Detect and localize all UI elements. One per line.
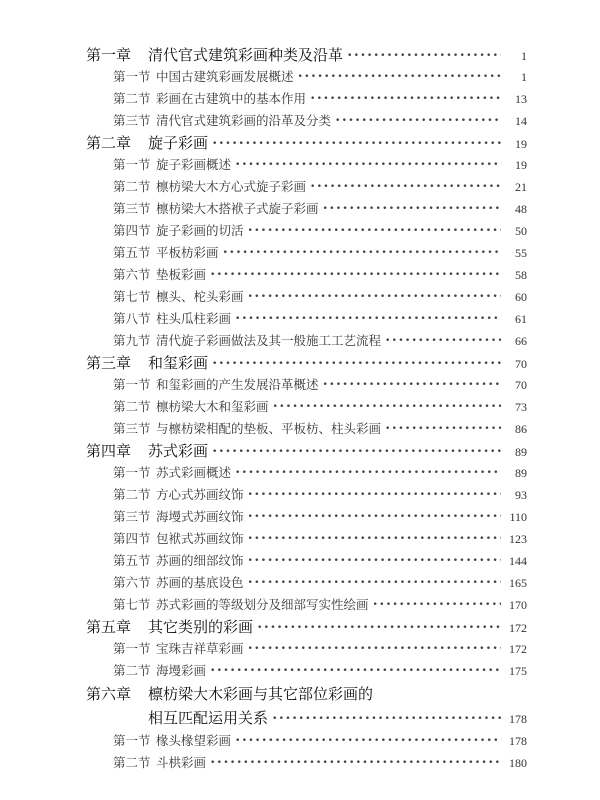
toc-section [113, 484, 527, 506]
page-number: 21 [515, 180, 527, 194]
chapter-title-continuation: 相互匹配运用关系 [148, 709, 269, 727]
toc-chapter [86, 132, 527, 154]
page-number: 14 [515, 114, 527, 128]
section-title: 苏画的基底设色 [156, 575, 244, 590]
section-label: 第二节 [113, 179, 151, 194]
toc-section [113, 308, 527, 330]
section-title: 包袱式苏画纹饰 [156, 531, 244, 546]
dot-leader [298, 66, 501, 88]
page-number: 60 [515, 290, 527, 304]
section-title: 清代旋子彩画做法及其一般施工工艺流程 [156, 333, 382, 348]
dot-leader [248, 484, 501, 506]
dot-leader [235, 462, 501, 484]
section-title: 檩枋梁大木搭袱子式旋子彩画 [156, 201, 319, 216]
section-label: 第五节 [113, 553, 151, 568]
dot-leader [273, 396, 501, 418]
toc-section [113, 660, 527, 682]
section-title: 檩枋梁大木方心式旋子彩画 [156, 179, 307, 194]
section-title: 苏画的细部纹饰 [156, 553, 244, 568]
toc-section [113, 572, 527, 594]
section-label: 第六节 [113, 575, 151, 590]
section-label: 第一节 [113, 641, 151, 656]
dot-leader [385, 418, 501, 440]
section-label: 第五节 [113, 245, 151, 260]
page-number: 178 [509, 734, 527, 748]
page-number: 66 [515, 334, 527, 348]
toc-section [113, 176, 527, 198]
toc-chapter [86, 616, 527, 638]
page-number: 1 [521, 49, 527, 63]
toc-section [113, 594, 527, 616]
dot-leader [385, 330, 501, 352]
toc-section [113, 286, 527, 308]
dot-leader [212, 133, 501, 155]
toc-section [113, 374, 527, 396]
toc-chapter [86, 440, 527, 462]
section-title: 宝珠吉祥草彩画 [156, 641, 244, 656]
toc-section [113, 506, 527, 528]
section-label: 第一节 [113, 733, 151, 748]
page-number: 110 [509, 510, 527, 524]
chapter-label: 第三章 [86, 354, 132, 372]
toc-chapter [86, 44, 527, 66]
section-title: 彩画在古建筑中的基本作用 [156, 91, 307, 106]
dot-leader [212, 441, 501, 463]
section-title: 垫板彩画 [156, 267, 207, 282]
section-label: 第七节 [113, 289, 151, 304]
toc-section [113, 220, 527, 242]
toc-section [113, 550, 527, 572]
dot-leader [323, 374, 501, 396]
section-title: 椽头椽望彩画 [156, 733, 232, 748]
toc-section [113, 330, 527, 352]
section-label: 第二节 [113, 399, 151, 414]
dot-leader [310, 88, 501, 110]
section-title: 檩枋梁大木和玺彩画 [156, 399, 269, 414]
section-label: 第四节 [113, 223, 151, 238]
section-label: 第一节 [113, 377, 151, 392]
section-label: 第二节 [113, 755, 151, 770]
section-label: 第八节 [113, 311, 151, 326]
section-label: 第二节 [113, 91, 151, 106]
chapter-title: 和玺彩画 [148, 354, 209, 372]
dot-leader [272, 708, 501, 730]
section-title: 旋子彩画的切活 [156, 223, 244, 238]
chapter-title: 其它类别的彩画 [148, 618, 254, 636]
section-label: 第一节 [113, 465, 151, 480]
dot-leader [248, 572, 501, 594]
page-number: 175 [509, 664, 527, 678]
page-number: 165 [509, 576, 527, 590]
chapter-title: 清代官式建筑彩画种类及沿革 [148, 46, 344, 64]
section-title: 中国古建筑彩画发展概述 [156, 69, 294, 84]
dot-leader [248, 506, 501, 528]
dot-leader [210, 264, 501, 286]
section-title: 檩头、柁头彩画 [156, 289, 244, 304]
dot-leader [248, 286, 501, 308]
chapter-title: 旋子彩画 [148, 134, 209, 152]
dot-leader [257, 617, 501, 639]
page-number: 48 [515, 202, 527, 216]
dot-leader [323, 198, 501, 220]
section-label: 第一节 [113, 157, 151, 172]
chapter-label: 第四章 [86, 442, 132, 460]
toc-chapter-continuation [148, 707, 527, 729]
page-number: 19 [515, 158, 527, 172]
section-label: 第三节 [113, 113, 151, 128]
dot-leader [347, 45, 501, 67]
toc-section [113, 638, 527, 660]
page-number: 86 [515, 422, 527, 436]
section-title: 与檩枋梁相配的垫板、平板枋、柱头彩画 [156, 421, 382, 436]
section-title: 苏式彩画的等级划分及细部写实性绘画 [156, 597, 369, 612]
section-title: 旋子彩画概述 [156, 157, 232, 172]
section-title: 海墁式苏画纹饰 [156, 509, 244, 524]
dot-leader [212, 353, 501, 375]
section-label: 第三节 [113, 421, 151, 436]
page-number: 172 [509, 621, 527, 635]
section-title: 海墁彩画 [156, 663, 207, 678]
toc-section [113, 730, 527, 752]
chapter-label: 第一章 [86, 46, 132, 64]
section-label: 第七节 [113, 597, 151, 612]
page-number: 93 [515, 488, 527, 502]
chapter-title: 苏式彩画 [148, 442, 209, 460]
toc-section [113, 66, 527, 88]
section-title: 苏式彩画概述 [156, 465, 232, 480]
section-label: 第六节 [113, 267, 151, 282]
dot-leader [248, 528, 501, 550]
section-label: 第二节 [113, 487, 151, 502]
section-title: 斗栱彩画 [156, 755, 207, 770]
toc-section [113, 396, 527, 418]
toc-chapter [86, 683, 527, 705]
chapter-label: 第二章 [86, 134, 132, 152]
section-label: 第三节 [113, 201, 151, 216]
toc-section [113, 198, 527, 220]
chapter-label: 第六章 [86, 685, 132, 703]
page-number: 73 [515, 400, 527, 414]
toc-section [113, 154, 527, 176]
chapter-label: 第五章 [86, 618, 132, 636]
page-number: 172 [509, 642, 527, 656]
toc-section [113, 528, 527, 550]
dot-leader [310, 176, 501, 198]
dot-leader [235, 154, 501, 176]
page-number: 58 [515, 268, 527, 282]
page-number: 170 [509, 598, 527, 612]
toc-section [113, 752, 527, 774]
dot-leader [235, 308, 501, 330]
page-number: 123 [509, 532, 527, 546]
page-number: 180 [509, 756, 527, 770]
toc-section [113, 462, 527, 484]
page-number: 70 [515, 357, 527, 371]
toc-section [113, 418, 527, 440]
dot-leader [248, 550, 501, 572]
page-number: 19 [515, 137, 527, 151]
toc-section [113, 110, 527, 132]
page-number: 1 [521, 70, 527, 84]
chapter-title: 檩枋梁大木彩画与其它部位彩画的 [148, 685, 374, 703]
dot-leader [373, 594, 501, 616]
page-number: 50 [515, 224, 527, 238]
section-label: 第三节 [113, 509, 151, 524]
section-title: 柱头瓜柱彩画 [156, 311, 232, 326]
page-number: 144 [509, 554, 527, 568]
dot-leader [210, 660, 501, 682]
section-title: 清代官式建筑彩画的沿革及分类 [156, 113, 332, 128]
dot-leader [335, 110, 501, 132]
section-title: 平板枋彩画 [156, 245, 219, 260]
toc-section [113, 264, 527, 286]
dot-leader [248, 220, 501, 242]
toc-chapter [86, 352, 527, 374]
section-label: 第一节 [113, 69, 151, 84]
section-title: 方心式苏画纹饰 [156, 487, 244, 502]
page-number: 70 [515, 378, 527, 392]
dot-leader [235, 730, 501, 752]
page-number: 89 [515, 445, 527, 459]
page-number: 89 [515, 466, 527, 480]
section-label: 第四节 [113, 531, 151, 546]
section-label: 第二节 [113, 663, 151, 678]
dot-leader [210, 752, 501, 774]
section-title: 和玺彩画的产生发展沿革概述 [156, 377, 319, 392]
page-number: 178 [509, 712, 527, 726]
dot-leader [223, 242, 501, 264]
section-label: 第九节 [113, 333, 151, 348]
dot-leader [248, 638, 501, 660]
toc-section [113, 242, 527, 264]
page-number: 61 [515, 312, 527, 326]
toc-section [113, 88, 527, 110]
page-number: 13 [515, 92, 527, 106]
page-number: 55 [515, 246, 527, 260]
